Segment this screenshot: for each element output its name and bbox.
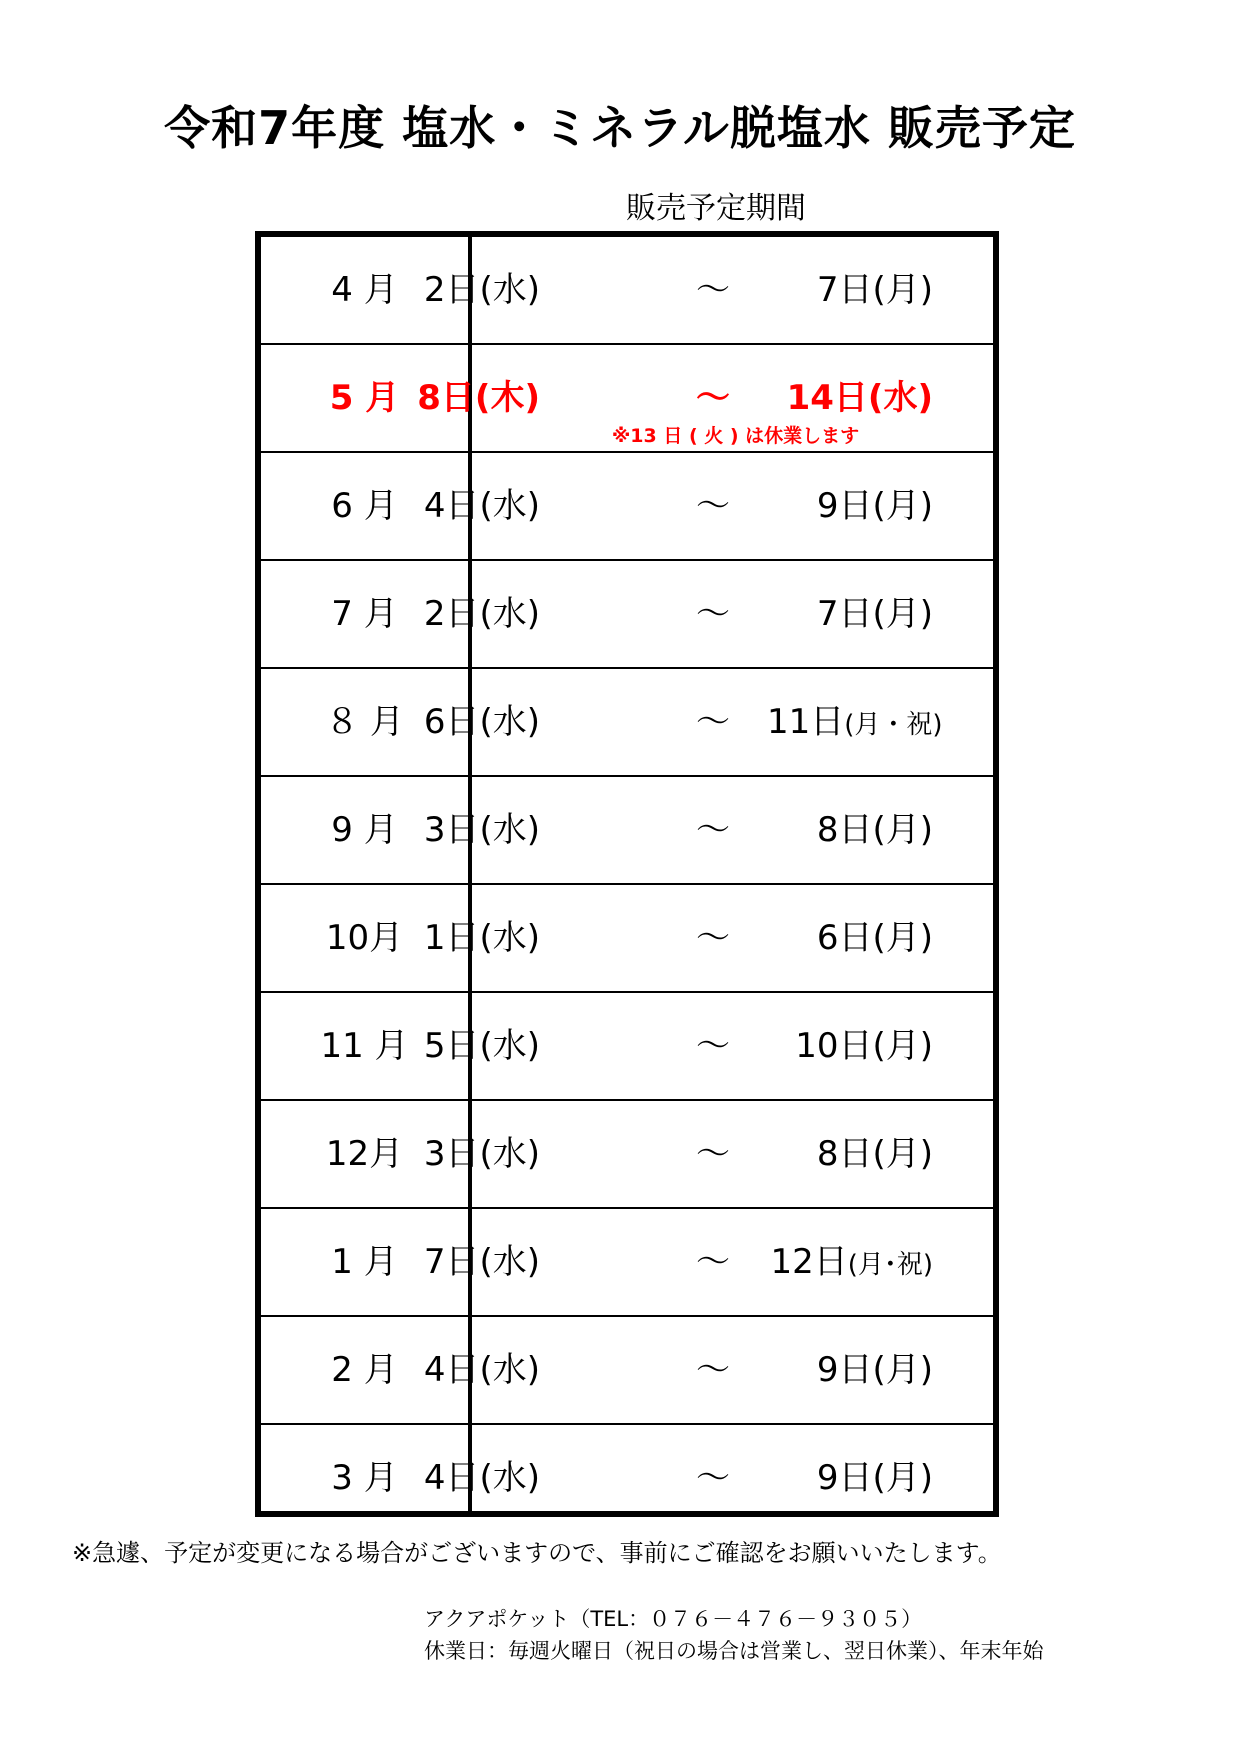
month-cell: 5 月 [329,378,400,418]
range-separator: ～ [696,1026,730,1066]
table-row [261,1209,993,1315]
end-date: 10日(月) [795,1026,933,1066]
range-separator: ～ [696,702,730,742]
start-date: 8日(木) [417,378,540,418]
month-cell: 4 月 [331,270,398,310]
closure-note: ※13 日 ( 火 ) は休業します [611,425,860,447]
start-date: 1日(水) [423,918,540,958]
end-weekday-holiday: (月・祝) [844,710,943,740]
end-date: 9日(月) [816,486,933,526]
contact-info [424,1603,1044,1667]
table-row [261,453,993,559]
month-cell: 2 月 [331,1350,398,1390]
table-row [261,885,993,991]
end-date: 7日(月) [816,270,933,310]
start-date: 5日(水) [423,1026,540,1066]
end-date: 9日(月) [816,1350,933,1390]
table-row [261,777,993,883]
end-date: 6日(月) [816,918,933,958]
month-cell: 6 月 [331,486,398,526]
table-row [261,993,993,1099]
end-date [767,669,943,775]
start-date: 6日(水) [423,702,540,742]
closed-days-line: 休業日：毎週火曜日（祝日の場合は営業し、翌日休業）、年末年始 [424,1639,1044,1663]
change-notice: ※急遽、予定が変更になる場合がございますので、事前にご確認をお願いいたします。 [72,1539,1002,1567]
start-date: 3日(水) [423,1134,540,1174]
end-day: 12日 [770,1242,848,1282]
range-separator: ～ [696,378,730,418]
period-column-header: 販売予定期間 [626,191,806,226]
end-date: 8日(月) [816,1134,933,1174]
start-date: 4日(水) [423,486,540,526]
table-row [261,345,993,451]
range-separator: ～ [696,810,730,850]
range-separator: ～ [696,918,730,958]
end-date: 7日(月) [816,594,933,634]
table-row [261,669,993,775]
end-date: 8日(月) [816,810,933,850]
start-date: 2日(水) [423,594,540,634]
table-row [261,237,993,343]
month-cell: 9 月 [331,810,398,850]
end-date: 14日(水) [786,378,933,418]
end-date [767,1209,933,1315]
start-date: 2日(水) [423,270,540,310]
range-separator: ～ [696,1350,730,1390]
schedule-table [255,231,999,1517]
start-date: 4日(水) [423,1458,540,1498]
month-cell: ８ 月 [325,702,404,742]
start-date: 7日(水) [423,1242,540,1282]
range-separator: ～ [696,270,730,310]
range-separator: ～ [696,1458,730,1498]
range-separator: ～ [696,1134,730,1174]
month-cell: 11 月 [320,1026,409,1066]
table-row [261,1101,993,1207]
month-cell: 12月 [325,1134,404,1174]
start-date: 3日(水) [423,810,540,850]
table-row [261,1405,993,1511]
month-cell: 7 月 [331,594,398,634]
table-row [261,561,993,667]
start-date: 4日(水) [423,1350,540,1390]
range-separator: ～ [696,1242,730,1282]
month-cell: 3 月 [331,1458,398,1498]
contact-phone-line: アクアポケット（TEL：０７６－４７６－９３０５） [424,1607,923,1631]
range-separator: ～ [696,594,730,634]
page-title: 令和7年度 塩水・ミネラル脱塩水 販売予定 [164,101,1076,155]
month-cell: 1 月 [331,1242,398,1282]
end-day: 11日 [767,702,845,742]
range-separator: ～ [696,486,730,526]
end-date: 9日(月) [816,1458,933,1498]
month-cell: 10月 [325,918,404,958]
end-weekday-holiday: (月･祝) [847,1250,933,1280]
